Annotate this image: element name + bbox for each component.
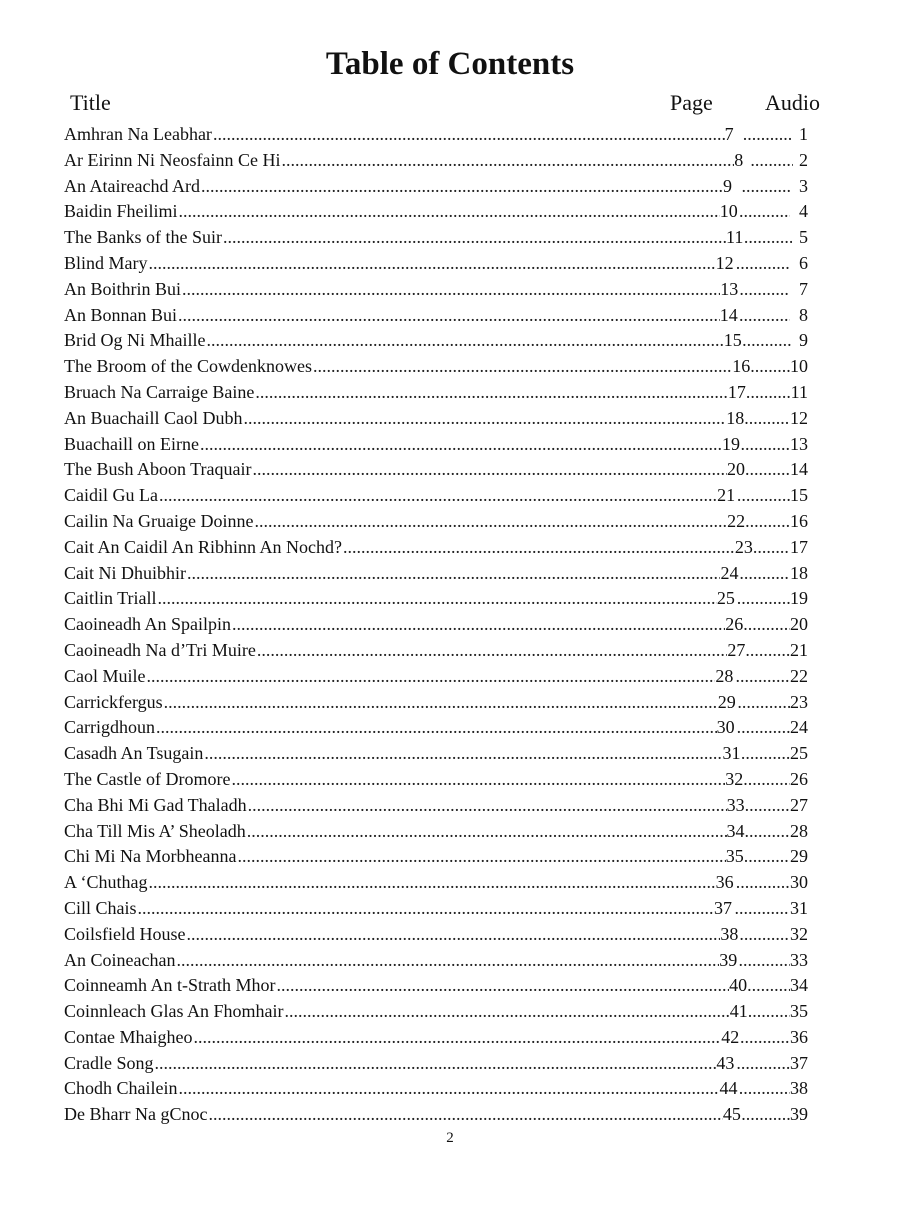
toc-entry[interactable]	[64, 1051, 808, 1077]
toc-entry[interactable]	[64, 870, 808, 896]
dot-leader	[208, 1102, 722, 1128]
dot-leader	[176, 948, 719, 974]
dot-leader	[736, 1051, 789, 1077]
toc-entry[interactable]	[64, 1076, 808, 1102]
entry-page-number: 41	[729, 1001, 748, 1022]
entry-title: Chi Mi Na Morbheanna	[64, 844, 237, 870]
entry-title: The Castle of Dromore	[64, 767, 231, 793]
entry-page-number: 30	[716, 717, 735, 738]
entry-audio-track: 16	[790, 510, 808, 531]
dot-leader	[750, 354, 790, 380]
entry-title: Caoineadh An Spailpin	[64, 612, 232, 638]
toc-entry[interactable]	[64, 767, 808, 793]
entry-audio-track: 35	[790, 1001, 808, 1022]
toc-entry[interactable]	[64, 741, 808, 767]
entry-title: Caoineadh Na d’Tri Muire	[64, 638, 257, 664]
entry-page-number: 40	[729, 975, 748, 996]
dot-leader	[744, 225, 792, 251]
toc-entry[interactable]	[64, 277, 808, 303]
dot-leader	[745, 793, 790, 819]
entry-page-number: 25	[716, 588, 735, 609]
entry-page-number: 9	[722, 175, 732, 196]
entry-page-number: 31	[722, 743, 741, 764]
toc-entry[interactable]	[64, 638, 808, 664]
toc-entry[interactable]	[64, 328, 808, 354]
entry-page-number: 27	[727, 639, 746, 660]
dot-leader	[276, 973, 729, 999]
entry-title: The Broom of the Cowdenknowes	[64, 354, 313, 380]
column-header-page: Page	[670, 90, 713, 115]
entry-page-number: 44	[719, 1078, 738, 1099]
dot-leader	[739, 948, 790, 974]
dot-leader	[750, 148, 793, 174]
dot-leader	[164, 690, 718, 716]
entry-page-number: 32	[725, 768, 744, 789]
entry-audio-track: 7	[799, 278, 808, 299]
toc-entry[interactable]	[64, 664, 808, 690]
dot-leader	[740, 1025, 790, 1051]
dot-leader	[200, 432, 722, 458]
toc-entry[interactable]	[64, 380, 808, 406]
dot-leader	[343, 535, 735, 561]
entry-audio-track: 4	[799, 201, 809, 222]
entry-audio-track: 29	[790, 846, 808, 867]
toc-entry[interactable]	[64, 1025, 808, 1051]
dot-leader	[313, 354, 732, 380]
dot-leader	[737, 586, 790, 612]
dot-leader	[149, 251, 716, 277]
entry-title: An Coineachan	[64, 948, 176, 974]
entry-page-number: 15	[723, 330, 742, 351]
dot-leader	[187, 561, 720, 587]
entry-page-number: 19	[721, 433, 740, 454]
dot-leader	[182, 277, 720, 303]
dot-leader	[204, 741, 722, 767]
dot-leader	[179, 1076, 720, 1102]
entry-page-number: 12	[715, 252, 734, 273]
entry-page-number: 29	[717, 691, 736, 712]
dot-leader	[736, 870, 790, 896]
entry-page-number: 13	[720, 278, 739, 299]
dot-leader	[742, 328, 791, 354]
dot-leader	[739, 561, 790, 587]
entry-audio-track: 24	[790, 717, 808, 738]
entry-page-number: 28	[715, 665, 734, 686]
entry-audio-track: 25	[790, 743, 809, 764]
dot-leader	[741, 1102, 790, 1128]
entry-title: Bruach Na Carraige Baine	[64, 380, 255, 406]
entry-title: An Buachaill Caol Dubh	[64, 406, 243, 432]
toc-entry[interactable]	[64, 561, 808, 587]
entry-page-number: 42	[721, 1026, 740, 1047]
dot-leader	[257, 638, 728, 664]
dot-leader	[737, 483, 790, 509]
entry-title: Caidil Gu La	[64, 483, 159, 509]
toc-list	[64, 122, 808, 1128]
entry-audio-track: 39	[790, 1104, 808, 1125]
column-header-audio: Audio	[765, 90, 820, 115]
entry-page-number: 43	[716, 1052, 735, 1073]
entry-title: Coilsfield House	[64, 922, 187, 948]
dot-leader	[213, 122, 725, 148]
toc-entry[interactable]	[64, 819, 808, 845]
entry-page-number: 45	[722, 1104, 741, 1125]
entry-page-number: 10	[719, 201, 738, 222]
dot-leader	[735, 896, 790, 922]
dot-leader	[187, 922, 721, 948]
dot-leader	[138, 896, 715, 922]
toc-entry[interactable]	[64, 896, 808, 922]
entry-audio-track: 19	[790, 588, 808, 609]
entry-audio-track: 9	[799, 330, 809, 351]
dot-leader	[193, 1025, 721, 1051]
entry-title: Baidin Fheilimi	[64, 199, 179, 225]
entry-audio-track: 2	[798, 149, 808, 170]
entry-audio-track: 32	[790, 923, 808, 944]
entry-audio-track: 38	[790, 1078, 808, 1099]
entry-title: Contae Mhaigheo	[64, 1025, 193, 1051]
toc-entry[interactable]	[64, 793, 808, 819]
dot-leader	[155, 1051, 717, 1077]
entry-audio-track: 37	[790, 1052, 808, 1073]
dot-leader	[281, 148, 734, 174]
entry-audio-track: 22	[790, 665, 808, 686]
entry-page-number: 16	[732, 356, 751, 377]
toc-entry[interactable]	[64, 715, 808, 741]
entry-page-number: 17	[727, 381, 746, 402]
entry-page-number: 26	[725, 614, 744, 635]
entry-audio-track: 30	[790, 872, 808, 893]
dot-leader	[741, 741, 790, 767]
dot-leader	[149, 870, 716, 896]
toc-entry[interactable]	[64, 844, 808, 870]
dot-leader	[736, 251, 790, 277]
toc-entry[interactable]	[64, 148, 808, 174]
entry-title: Cait An Caidil An Ribhinn An Nochd?	[64, 535, 343, 561]
entry-page-number: 21	[717, 485, 736, 506]
entry-page-number: 22	[727, 510, 746, 531]
dot-leader	[243, 406, 726, 432]
entry-audio-track: 13	[790, 433, 808, 454]
dot-leader	[179, 199, 720, 225]
entry-page-number: 18	[726, 407, 745, 428]
entry-page-number: 20	[727, 459, 746, 480]
dot-leader	[232, 612, 725, 638]
entry-title: Cill Chais	[64, 896, 138, 922]
entry-audio-track: 21	[790, 639, 808, 660]
toc-entry[interactable]	[64, 922, 808, 948]
dot-leader	[743, 612, 790, 638]
entry-audio-track: 10	[790, 356, 808, 377]
entry-title: An Bonnan Bui	[64, 303, 178, 329]
entry-title: Chodh Chailein	[64, 1076, 179, 1102]
toc-entry[interactable]	[64, 612, 808, 638]
entry-audio-track: 27	[790, 794, 808, 815]
toc-entry[interactable]	[64, 690, 808, 716]
dot-leader	[159, 483, 717, 509]
entry-audio-track: 3	[799, 175, 808, 196]
dot-leader	[746, 380, 791, 406]
dot-leader	[739, 303, 790, 329]
dot-leader	[223, 225, 726, 251]
entry-title: Cailin Na Gruaige Doinne	[64, 509, 254, 535]
dot-leader	[147, 664, 716, 690]
dot-leader	[207, 328, 724, 354]
dot-leader	[747, 973, 790, 999]
toc-entry[interactable]	[64, 509, 808, 535]
toc-entry[interactable]	[64, 483, 808, 509]
entry-audio-track: 1	[798, 124, 808, 144]
entry-audio-track: 34	[790, 975, 808, 996]
dot-leader	[739, 1076, 790, 1102]
entry-title: The Bush Aboon Traquair	[64, 457, 253, 483]
entry-page-number: 23	[734, 536, 753, 557]
toc-entry[interactable]	[64, 225, 808, 251]
dot-leader	[741, 432, 790, 458]
dot-leader	[743, 122, 792, 148]
toc-entry[interactable]	[64, 457, 808, 483]
toc-entry[interactable]	[64, 948, 808, 974]
toc-entry[interactable]	[64, 432, 808, 458]
entry-audio-track: 12	[790, 407, 808, 428]
entry-title: Casadh An Tsugain	[64, 741, 204, 767]
dot-leader	[743, 767, 790, 793]
entry-page-number: 35	[725, 846, 744, 867]
entry-title: De Bharr Na gCnoc	[64, 1102, 208, 1128]
entry-page-number: 8	[734, 149, 744, 170]
dot-leader	[158, 586, 717, 612]
dot-leader	[254, 509, 727, 535]
entry-page-number: 38	[720, 923, 739, 944]
toc-entry[interactable]	[64, 973, 808, 999]
entry-page-number: 39	[719, 949, 738, 970]
dot-leader	[237, 844, 725, 870]
entry-title: An Boithrin Bui	[64, 277, 182, 303]
dot-leader	[247, 819, 727, 845]
entry-audio-track: 6	[799, 252, 808, 273]
dot-leader	[737, 715, 790, 741]
entry-title: The Banks of the Suir	[64, 225, 223, 251]
entry-title: Amhran Na Leabhar	[64, 122, 213, 148]
dot-leader	[737, 690, 790, 716]
dot-leader	[739, 277, 790, 303]
entry-title: Carrickfergus	[64, 690, 164, 716]
toc-entry[interactable]	[64, 1102, 808, 1128]
entry-title: Ar Eirinn Ni Neosfainn Ce Hi	[64, 148, 281, 174]
entry-page-number: 34	[726, 820, 745, 841]
entry-audio-track: 17	[790, 536, 808, 557]
dot-leader	[753, 535, 790, 561]
page-number: 2	[446, 1130, 454, 1146]
entry-audio-track: 8	[799, 304, 808, 325]
entry-title: Coinnleach Glas An Fhomhair	[64, 999, 284, 1025]
toc-entry[interactable]	[64, 122, 808, 148]
dot-leader	[255, 380, 727, 406]
entry-title: An Ataireachd Ard	[64, 174, 201, 200]
entry-title: Coinneamh An t-Strath Mhor	[64, 973, 276, 999]
toc-entry[interactable]	[64, 586, 808, 612]
dot-leader	[744, 844, 790, 870]
dot-leader	[745, 457, 790, 483]
entry-audio-track: 28	[790, 820, 808, 841]
dot-leader	[201, 174, 723, 200]
entry-audio-track: 33	[790, 949, 808, 970]
entry-title: Caitlin Triall	[64, 586, 158, 612]
column-header-title: Title	[70, 90, 111, 115]
entry-audio-track: 26	[790, 768, 808, 789]
dot-leader	[736, 664, 790, 690]
entry-audio-track: 31	[790, 897, 808, 918]
dot-leader	[742, 174, 791, 200]
entry-audio-track: 20	[790, 614, 808, 635]
dot-leader	[748, 999, 790, 1025]
entry-audio-track: 15	[790, 485, 808, 506]
entry-title: Buachaill on Eirne	[64, 432, 200, 458]
toc-entry[interactable]	[64, 406, 808, 432]
toc-entry[interactable]	[64, 174, 808, 200]
entry-title: Cha Bhi Mi Gad Thaladh	[64, 793, 248, 819]
dot-leader	[745, 819, 790, 845]
dot-leader	[284, 999, 729, 1025]
entry-title: Caol Muile	[64, 664, 147, 690]
entry-title: Brid Og Ni Mhaille	[64, 328, 207, 354]
entry-page-number: 7	[724, 124, 734, 144]
entry-audio-track: 14	[790, 459, 808, 480]
entry-audio-track: 11	[790, 381, 808, 402]
dot-leader	[744, 406, 790, 432]
entry-audio-track: 36	[790, 1026, 808, 1047]
entry-audio-track: 23	[790, 691, 808, 712]
entry-page-number: 36	[715, 872, 734, 893]
dot-leader	[739, 922, 790, 948]
entry-audio-track: 5	[799, 227, 808, 248]
page-title: Table of Contents	[325, 46, 575, 82]
dot-leader	[253, 457, 728, 483]
dot-leader	[231, 767, 725, 793]
dot-leader	[745, 638, 790, 664]
entry-audio-track: 18	[790, 562, 808, 583]
entry-title: Blind Mary	[64, 251, 149, 277]
dot-leader	[248, 793, 727, 819]
dot-leader	[156, 715, 717, 741]
entry-page-number: 14	[719, 304, 738, 325]
toc-entry[interactable]	[64, 199, 808, 225]
toc-entry[interactable]	[64, 999, 808, 1025]
toc-entry[interactable]	[64, 303, 808, 329]
entry-title: Cradle Song	[64, 1051, 155, 1077]
entry-page-number: 33	[726, 794, 745, 815]
entry-page-number: 37	[714, 897, 733, 918]
entry-title: Carrigdhoun	[64, 715, 156, 741]
entry-title: A ‘Chuthag	[64, 870, 149, 896]
dot-leader	[745, 509, 790, 535]
dot-leader	[739, 199, 790, 225]
entry-title: Cha Till Mis A’ Sheoladh	[64, 819, 247, 845]
toc-entry[interactable]	[64, 354, 808, 380]
toc-entry[interactable]	[64, 251, 808, 277]
toc-entry[interactable]	[64, 535, 808, 561]
entry-page-number: 11	[726, 227, 744, 248]
dot-leader	[178, 303, 720, 329]
entry-title: Cait Ni Dhuibhir	[64, 561, 187, 587]
entry-page-number: 24	[720, 562, 739, 583]
